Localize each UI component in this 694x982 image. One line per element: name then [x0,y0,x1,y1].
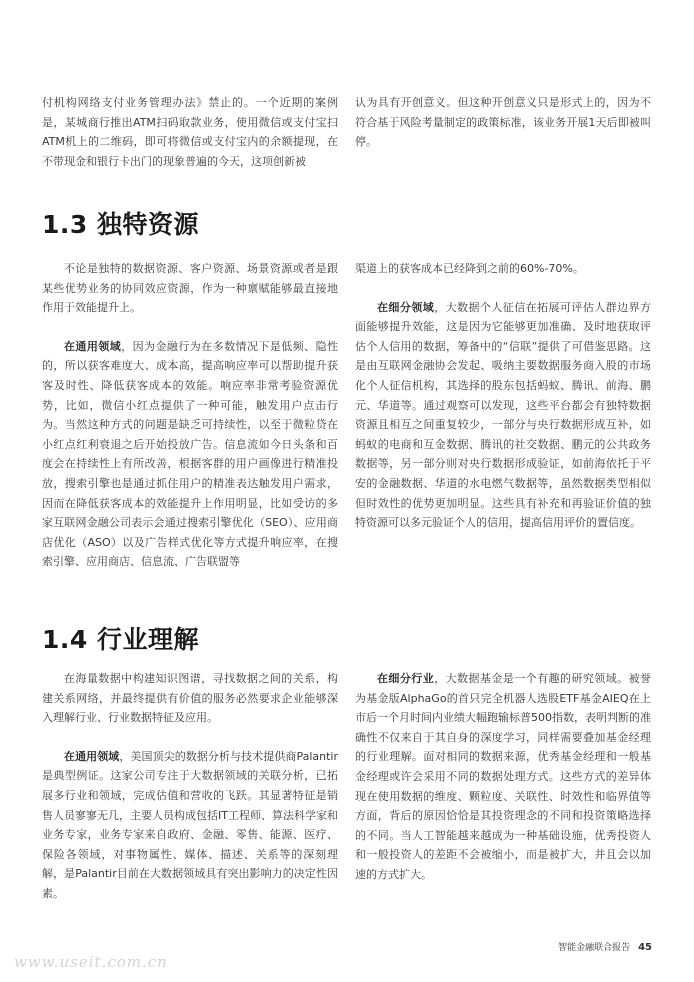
section-1-3-left-column [42,259,338,572]
watermark: www.useit.com.cn [14,953,168,971]
paragraph-body: ，大数据基金是一个有趣的研究领域。被誉为基金版AlphaGo的首只完全机器人选股ETF基金AIEQ在上市后一个月时间内业绩大幅跑输标普500指数，表明判断的准确性不仅来自于其自身的深度学习，同样需要叠加基金经理的行业理解。面对相同的数据来源，优秀基金经理和一般基金经理或许会采用不同的数据处理方式。这些方式的差异体现在使用数据的维度、颗粒度、关联性、时效性和临界值等方面，背后的原因恰恰是其投资理念的不同和投资策略选择的不同。当人工智能越来越成为一种基础设施，优秀投资人和一般投资人的差距不会被缩小，而是被扩大，并且会以加速的方式扩大。 [355,672,652,881]
section-1-4-title: 1.4 行业理解 [42,625,199,654]
section-1-4-left-paragraph-1: 在海量数据中构建知识图谱，寻找数据之间的关系，构建关系网络，并最终提供有价值的服务必然要求企业能够深入理解行业、行业数据特征及应用。 [42,672,338,725]
section-1-3-left-paragraph-1: 不论是独特的数据资源、客户资源、场景资源或者是跟某些优势业务的协同效应资源，作为一种禀赋能够最直接地作用于效能提升上。 [42,262,338,315]
paragraph-lead: 在通用领域 [64,339,122,353]
section-1-4-right-column [355,669,651,885]
page-footer [558,940,652,953]
section-1-3-right-paragraph-2 [355,298,651,533]
section-1-3-right-paragraph-1: 渠道上的获客成本已经降到之前的60%-70%。 [355,262,584,275]
paragraph-body: ，大数据个人征信在拓展可评估人群边界方面能够提升效能，这是因为它能够更加准确、及时地获取评估个人信用的数据，筹备中的“信联”提供了可借鉴思路。这是由互联网金融协会发起、吸纳主要数据服务商入股的市场化个人征信机构，其选择的股东包括蚂蚁、腾讯、前海、鹏元、华道等。通过观察可以发现，这些平台都会有独特数据资源且相互之间重复较少，一部分与央行数据形成互补，如蚂蚁的电商和互金数据、腾讯的社交数据、鹏元的公共政务数据等，另一部分则对央行数据形成验证，如前海依托于平安的金融数据、华道的水电燃气数据等，虽然数据类型相似但时效性的优势更加明显。这些具有补充和再验证价值的独特资源可以多元验证个人的信用，提高信用评价的置信度。 [355,300,652,530]
paragraph-lead: 在通用领域 [64,749,120,763]
section-1-4-right-paragraph-1 [355,669,651,885]
page-number: 45 [638,942,652,953]
top-right-column [355,93,651,152]
top-right-paragraph: 认为具有开创意义。但这种开创意义只是形式上的，因为不符合基于风险考量制定的政策标准，该业务开展1天后即被叫停。 [355,96,651,149]
section-1-4-left-paragraph-2 [42,747,338,904]
top-left-paragraph: 付机构网络支付业务管理办法》禁止的。一个近期的案例是，某城商行推出ATM扫码取款业务，使用微信或支付宝扫ATM机上的二维码，即可将微信或支付宝内的余额提现，在不带现金和银行卡出门的现象普遍的今天，这项创新被 [42,96,338,168]
section-1-3-left-paragraph-2 [42,337,338,572]
section-1-4-left-column [42,669,338,904]
footer-report-title: 智能金融联合报告 [558,943,631,953]
section-1-3-title: 1.3 独特资源 [42,210,199,239]
paragraph-body: ，美国顶尖的数据分析与技术提供商Palantir是典型例证。这家公司专注于大数据领域的关联分析，已拓展多行业和领域，完成估值和营收的飞跃。其显著特征是销售人员寥寥无几，主要人员构成包括IT工程师、算法科学家和业务专家，业务专家来自政府、金融、零售、能源、医疗、保险各领域，对事物属性、媒体、描述、关系等的深刻理解，是Palantir目前在大数据领域具有突出影响力的决定性因素。 [42,749,339,900]
paragraph-lead: 在细分领域 [377,300,435,314]
paragraph-lead: 在细分行业 [377,672,435,685]
top-left-column [42,93,338,171]
paragraph-body: ，因为金融行为在多数情况下是低频、隐性的，所以获客难度大、成本高，提高响应率可以帮助提升获客及时性、降低获客成本的效能。响应率非常考验资源优势，比如，微信小红点提供了一种可能，触发用户点击行为。当然这种方式的问题是缺乏可持续性，以至于微粒贷在小红点红利衰退之后开始投放广告。信息流如今日头条和百度会在持续性上有所改善，根据客群的用户画像进行精准投放，搜索引擎也是通过抓住用户的精准表达触发用户需求，因而在降低获客成本的效能提升上作用明显，比如受访的多家互联网金融公司表示会通过搜索引擎优化（SEO）、应用商店优化（ASO）以及广告样式优化等方式提升响应率，在搜索引擎、应用商店、信息流、广告联盟等 [42,339,339,569]
section-1-3-right-column [355,259,651,533]
